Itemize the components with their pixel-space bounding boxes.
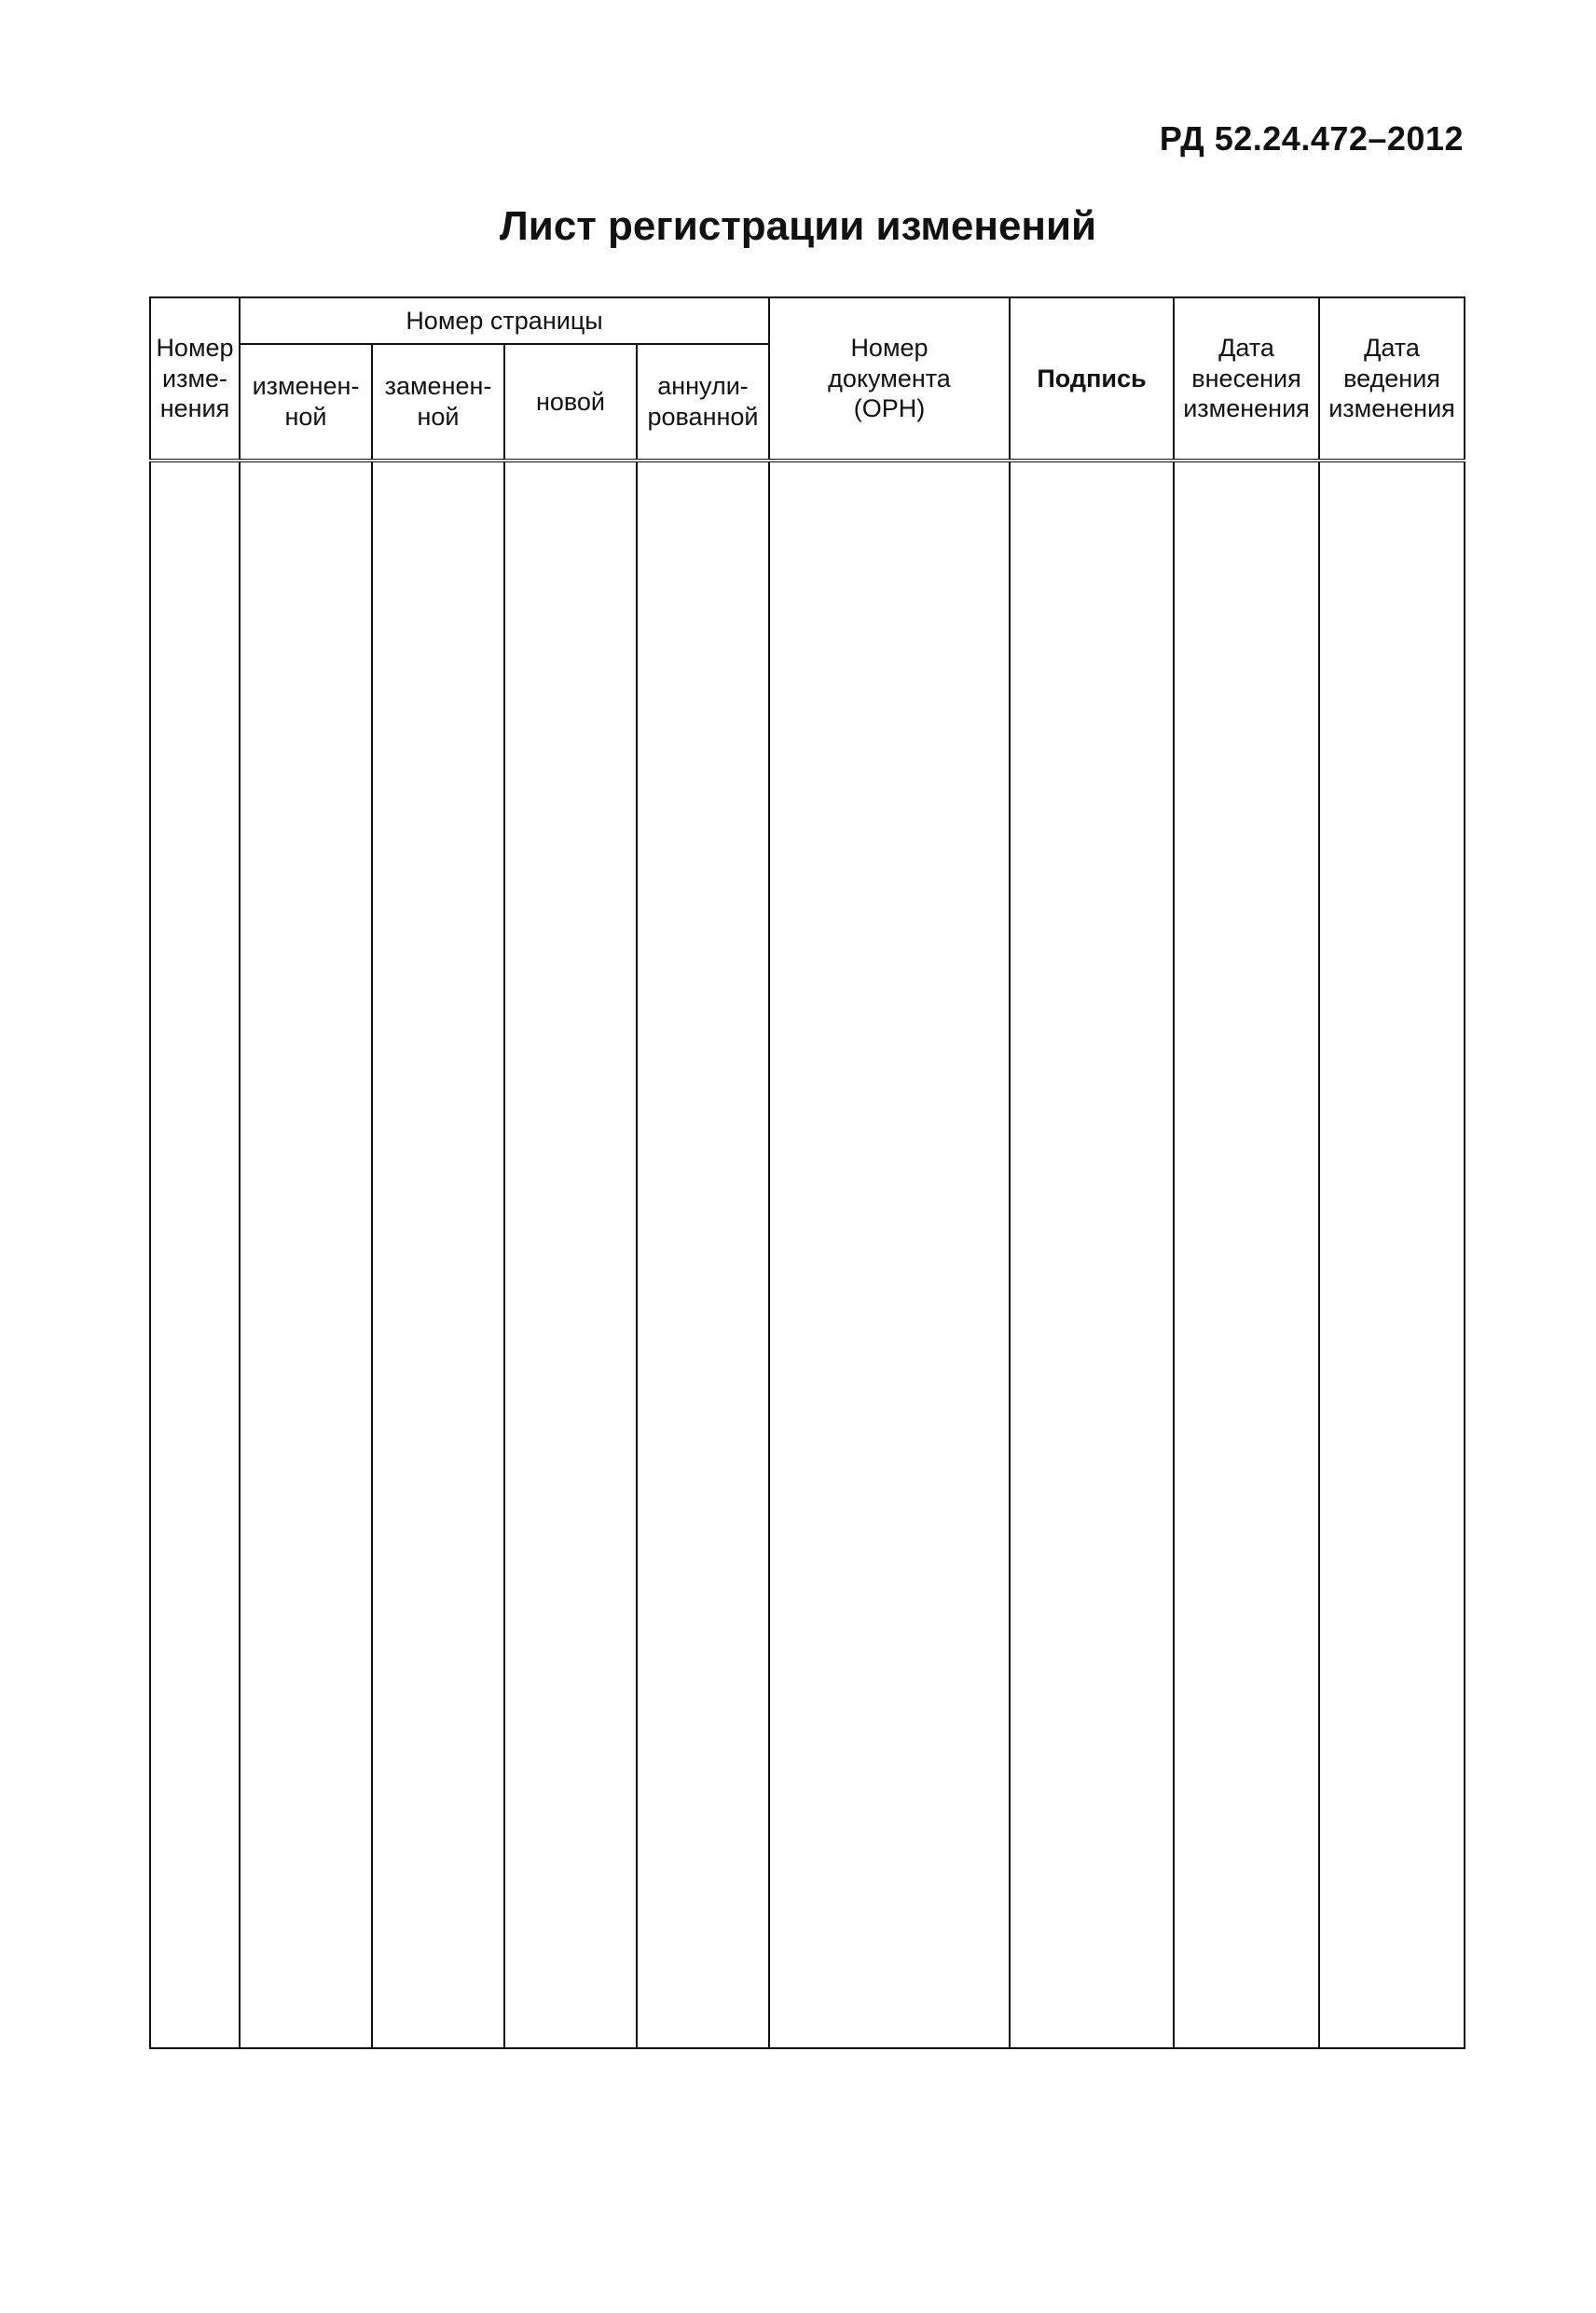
header-changed-page (240, 344, 372, 461)
header-annulled-page-label: аннули- рованной (647, 372, 759, 431)
header-document-number (769, 297, 1010, 461)
cell-changed-page (240, 461, 372, 2048)
header-change-number-label: Номер изме- нения (156, 333, 234, 423)
cell-signature (1010, 461, 1174, 2048)
table-row (150, 461, 1465, 2048)
header-document-number-label: Номер документа (ОРН) (828, 333, 951, 423)
header-signature (1010, 297, 1174, 461)
header-new-page (504, 344, 637, 461)
change-registration-table (149, 296, 1465, 2049)
header-changed-page-label: изменен- ной (252, 372, 360, 431)
cell-annulled-page (637, 461, 769, 2048)
header-replaced-page (372, 344, 504, 461)
cell-document-number (769, 461, 1010, 2048)
header-date-entry-label: Дата внесения изменения (1183, 333, 1310, 423)
page-title: Лист регистрации изменений (499, 203, 1097, 249)
header-new-page-label: новой (535, 387, 606, 416)
header-page-number-label: Номер страницы (406, 306, 603, 335)
header-annulled-page (637, 344, 769, 461)
header-signature-label: Подпись (1037, 364, 1147, 392)
table-header-row (150, 297, 1465, 344)
cell-date-entry (1174, 461, 1319, 2048)
document-code: РД 52.24.472–2012 (1159, 119, 1464, 158)
header-replaced-page-label: заменен- ной (384, 372, 492, 431)
header-page-number-group (240, 297, 769, 344)
cell-date-effective (1319, 461, 1465, 2048)
header-date-effective-label: Дата ведения изменения (1328, 333, 1455, 423)
cell-change-number (150, 461, 240, 2048)
cell-new-page (504, 461, 637, 2048)
header-change-number (150, 297, 240, 461)
header-date-entry (1174, 297, 1319, 461)
cell-replaced-page (372, 461, 504, 2048)
header-date-effective (1319, 297, 1465, 461)
